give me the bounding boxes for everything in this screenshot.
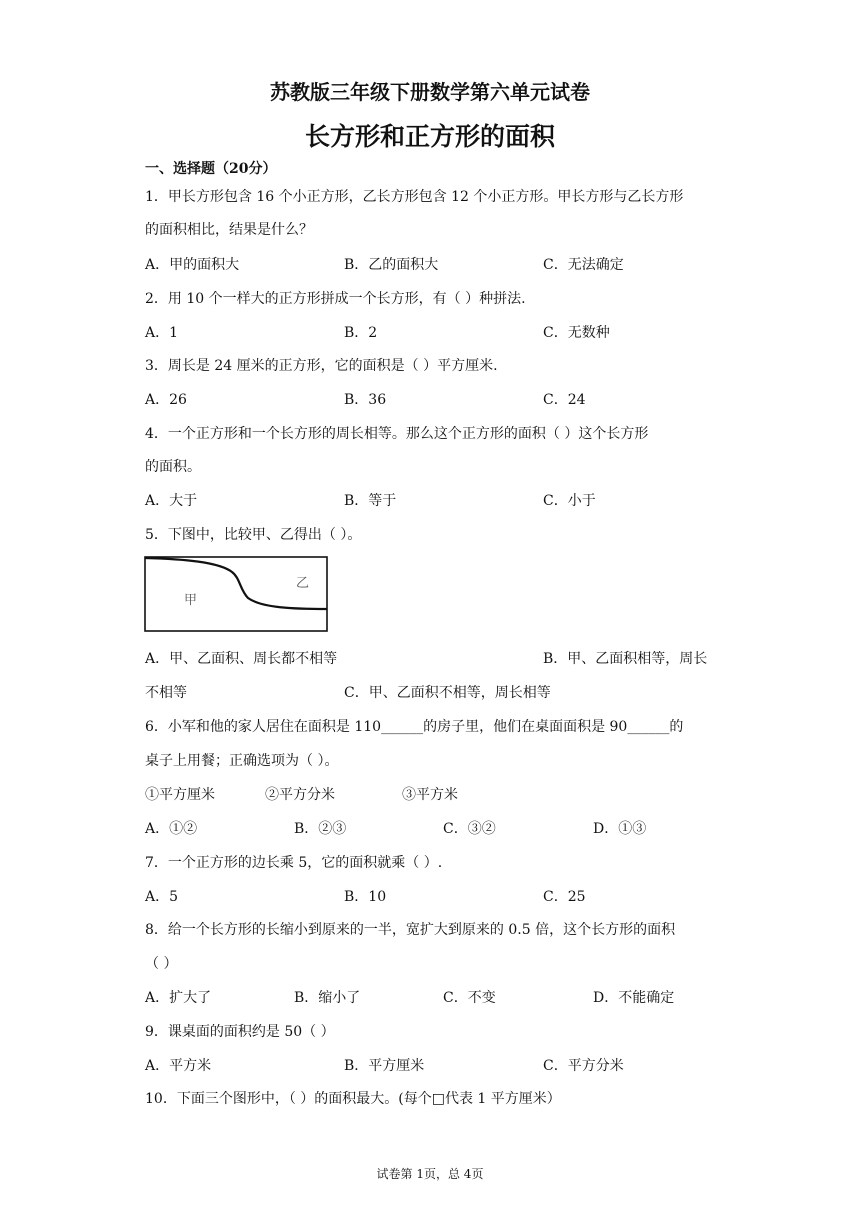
question-2-text: 2．用 10 个一样大的正方形拼成一个长方形，有（ ）种拼法.: [145, 291, 526, 307]
question-7-option-b: B．10: [344, 889, 387, 905]
question-1-option-b: B．乙的面积大: [344, 257, 439, 273]
question-3-option-b: B．36: [344, 392, 387, 408]
question-5-figure: [144, 556, 328, 632]
question-4-text-cont: 的面积。: [145, 459, 201, 475]
question-3-option-c: C．24: [543, 392, 586, 408]
question-3-text: 3．周长是 24 厘米的正方形，它的面积是（ ）平方厘米.: [145, 358, 498, 374]
question-8-text-cont: （ ）: [145, 956, 178, 972]
question-8-option-b: B．缩小了: [294, 990, 361, 1006]
question-2-option-a: A．1: [145, 325, 179, 341]
question-3-option-a: A．26: [145, 392, 187, 408]
document-title: 苏教版三年级下册数学第六单元试卷: [270, 80, 590, 104]
question-9-option-a: A．平方米: [145, 1058, 212, 1074]
question-6-option-b: B．②③: [294, 821, 347, 837]
question-9-text: 9．课桌面的面积约是 50（ ）: [145, 1024, 335, 1040]
question-5-option-a: A．甲、乙面积、周长都不相等: [145, 651, 338, 667]
document-subtitle: 长方形和正方形的面积: [304, 122, 555, 151]
question-10-text: 10．下面三个图形中，（ ）的面积最大。(每个□代表 1 平方厘米）: [145, 1091, 561, 1107]
question-6-text-cont: 桌子上用餐；正确选项为（ ）。: [145, 753, 339, 769]
question-8-option-d: D．不能确定: [593, 990, 675, 1006]
question-4-text: 4．一个正方形和一个长方形的周长相等。那么这个正方形的面积（ ）这个长方形: [145, 426, 649, 442]
question-9-option-c: C．平方分米: [543, 1058, 624, 1074]
question-4-option-a: A．大于: [145, 493, 198, 509]
question-2-option-c: C．无数种: [543, 325, 610, 341]
question-5-option-b-cont: 不相等: [145, 685, 187, 701]
question-1-option-a: A．甲的面积大: [145, 257, 240, 273]
figure-label-yi: 乙: [296, 576, 310, 591]
question-7-text: 7．一个正方形的边长乘 5，它的面积就乘（ ）.: [145, 855, 443, 871]
question-8-option-c: C．不变: [443, 990, 496, 1006]
question-8-option-a: A．扩大了: [145, 990, 212, 1006]
question-5-text: 5．下图中，比较甲、乙得出（ ）。: [145, 527, 362, 543]
question-6-option-a: A．①②: [145, 821, 198, 837]
question-6-unit-2: ②平方分米: [265, 787, 335, 803]
question-1-text: 1．甲长方形包含 16 个小正方形，乙长方形包含 12 个小正方形。甲长方形与乙长方形: [145, 189, 684, 205]
question-9-option-b: B．平方厘米: [344, 1058, 425, 1074]
question-6-unit-3: ③平方米: [402, 787, 458, 803]
question-2-option-b: B．2: [344, 325, 378, 341]
question-7-option-c: C．25: [543, 889, 586, 905]
question-6-text: 6．小军和他的家人居住在面积是 110______的房子里，他们在桌面面积是 90______的: [145, 719, 684, 735]
question-6-option-d: D．①③: [593, 821, 647, 837]
question-1-option-c: C．无法确定: [543, 257, 624, 273]
page-footer: 试卷第 1页，总 4页: [376, 1167, 484, 1181]
question-6-unit-1: ①平方厘米: [145, 787, 215, 803]
question-5-option-c: C．甲、乙面积不相等，周长相等: [344, 685, 551, 701]
figure-label-jia: 甲: [184, 593, 198, 608]
question-5-option-b: B．甲、乙面积相等，周长: [543, 651, 708, 667]
question-4-option-b: B．等于: [344, 493, 397, 509]
section-heading: 一、选择题（20分）: [145, 161, 277, 177]
question-6-option-c: C．③②: [443, 821, 496, 837]
question-7-option-a: A．5: [145, 889, 179, 905]
question-1-text-cont: 的面积相比，结果是什么？: [145, 222, 313, 238]
question-4-option-c: C．小于: [543, 493, 596, 509]
question-8-text: 8．给一个长方形的长缩小到原来的一半，宽扩大到原来的 0.5 倍，这个长方形的面积: [145, 922, 676, 938]
